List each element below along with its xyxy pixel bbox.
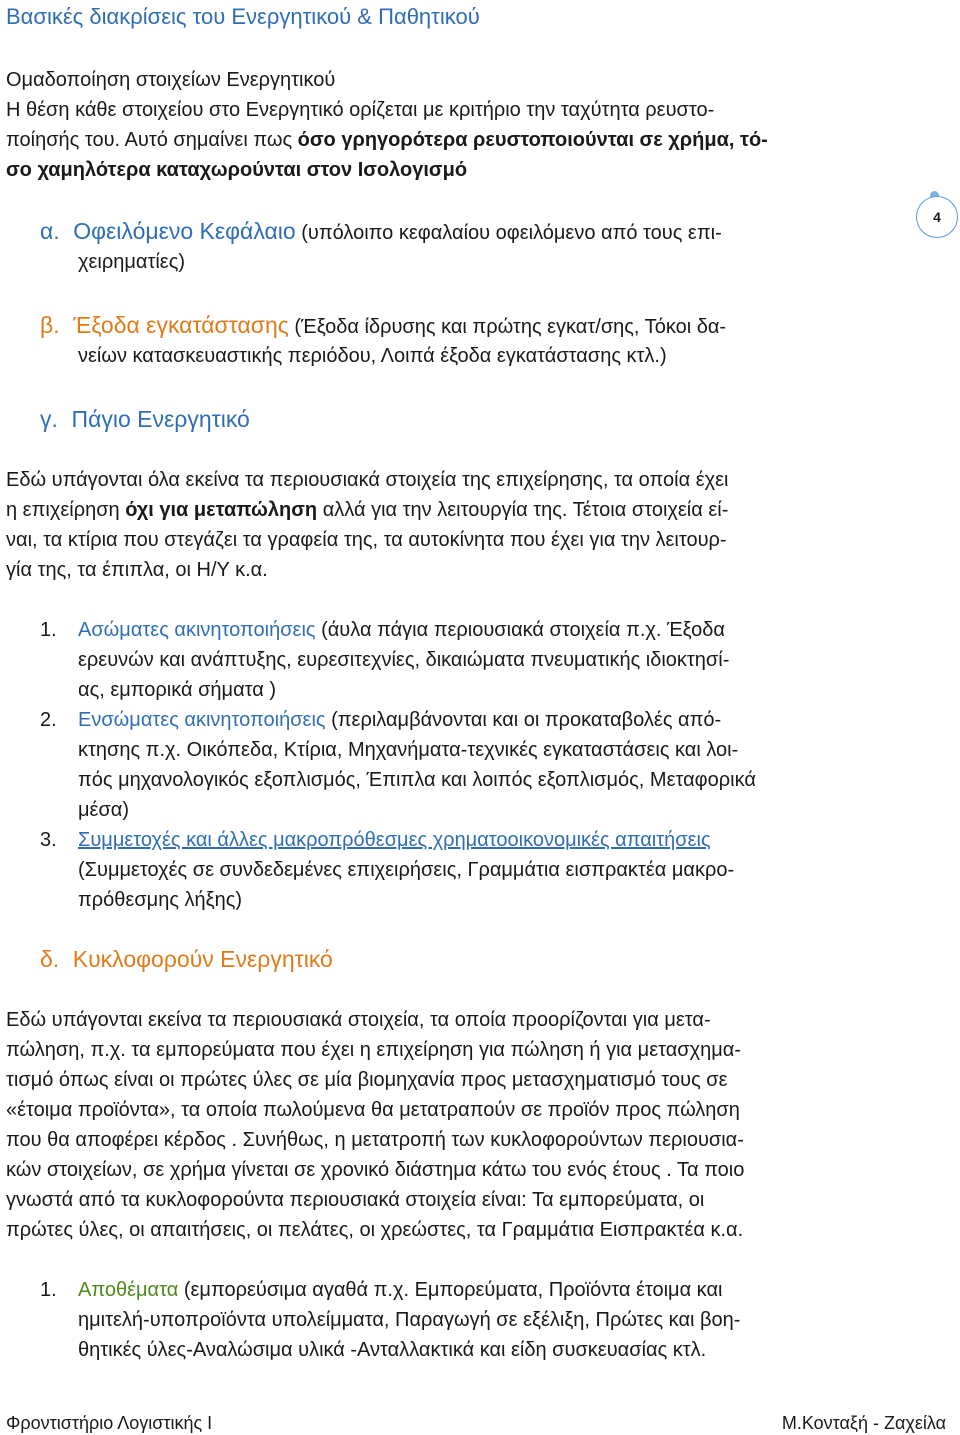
item-d-list-1-heading: Αποθέματα — [78, 1279, 179, 1301]
item-c-list-2-line-2: κτησης π.χ. Οικόπεδα, Κτίρια, Μηχανήματα-τεχνικές εγκαταστάσεις και λοι- — [78, 739, 739, 761]
page-title: Βασικές διακρίσεις του Ενεργητικού & Παθητικού — [6, 4, 480, 29]
intro-line-3-text: ποίησής του. Αυτό σημαίνει πως — [6, 129, 298, 151]
intro-line-1: Ομαδοποίηση στοιχείων Ενεργητικού — [6, 69, 336, 91]
item-d-list-1-line-1 — [78, 1276, 722, 1304]
item-c-list-1-line-2: ερευνών και ανάπτυξης, ευρεσιτεχνίες, δικαιώματα πνευματικής ιδιοκτησί- — [78, 649, 730, 671]
intro-line-4: σο χαμηλότερα καταχωρούνται στον Ισολογισμό — [6, 159, 468, 181]
item-a-line-2: χειρηματίες) — [78, 251, 186, 273]
item-c-list-2-num: 2. — [40, 709, 57, 731]
footer-right: Μ.Κονταξή - Ζαχείλα — [781, 1413, 946, 1433]
item-d-para-line-5: που θα αποφέρει κέρδος . Συνήθως, η μετατροπή των κυκλοφορούντων περιουσια- — [6, 1129, 744, 1151]
item-d-para-line-7: γνωστά από τα κυκλοφορούντα περιουσιακά στοιχεία είναι: Τα εμπορεύματα, οι — [6, 1189, 705, 1211]
item-d-para-line-1: Εδώ υπάγονται εκείνα τα περιουσιακά στοιχεία, τα οποία προορίζονται για μετα- — [6, 1009, 711, 1031]
item-d-para-line-4: «έτοιμα προϊόντα», τα οποία πωλούμενα θα μετατραπούν σε προϊόν προς πώληση — [6, 1099, 740, 1121]
item-c-para-2c: αλλά για την λειτουργία της. Τέτοια στοιχεία εί- — [317, 499, 729, 521]
item-d-list-1-num: 1. — [40, 1279, 57, 1301]
item-b-heading: Έξοδα εγκατάστασης — [73, 312, 289, 338]
item-c-list-2-heading: Ενσώματες ακινητοποιήσεις — [78, 709, 326, 731]
item-c-marker: γ. — [40, 406, 58, 432]
item-c-heading: Πάγιο Ενεργητικό — [71, 406, 250, 432]
item-c-para-line-1: Εδώ υπάγονται όλα εκείνα τα περιουσιακά στοιχεία της επιχείρησης, τα οποία έχει — [6, 469, 729, 491]
footer-left: Φροντιστήριο Λογιστικής Ι — [6, 1413, 213, 1433]
intro-line-3 — [6, 126, 768, 154]
item-c-list-1-line-1 — [78, 616, 725, 644]
item-c-list-2-line-1 — [78, 706, 721, 734]
item-c-list-3-heading: Συμμετοχές και άλλες μακροπρόθεσμες χρηματοοικονομικές απαιτήσεις — [78, 829, 711, 851]
item-b-line-1 — [40, 310, 726, 341]
item-c-para-2a: η επιχείρηση — [6, 499, 126, 521]
item-c-list-1-heading: Ασώματες ακινητοποιήσεις — [78, 619, 316, 641]
item-d-marker: δ. — [40, 946, 60, 972]
item-a-line-1 — [40, 216, 722, 247]
page-number-badge: 4 — [916, 196, 958, 238]
item-d-para-line-2: πώληση, π.χ. τα εμπορεύματα που έχει η επιχείρηση για πώληση ή για μετασχημα- — [6, 1039, 741, 1061]
intro-line-2: Η θέση κάθε στοιχείου στο Ενεργητικό ορίζεται με κριτήριο την ταχύτητα ρευστο- — [6, 99, 715, 121]
item-d-list-1-line-3: θητικές ύλες-Αναλώσιμα υλικά -Ανταλλακτικά και είδη συσκευασίας κτλ. — [78, 1339, 707, 1361]
item-c-list-3-num: 3. — [40, 829, 57, 851]
item-c-list-1-line-3: ας, εμπορικά σήματα ) — [78, 679, 277, 701]
item-c-para-emphasis: όχι για μεταπώληση — [125, 499, 318, 521]
item-c-list-2-line-4: μέσα) — [78, 799, 130, 821]
item-d-para-line-8: πρώτες ύλες, οι απαιτήσεις, οι πελάτες, οι χρεώστες, τα Γραμμάτια Εισπρακτέα κ.α. — [6, 1219, 744, 1241]
item-c-para-line-3: ναι, τα κτίρια που στεγάζει τα γραφεία της, τα αυτοκίνητα που έχει για την λειτουρ- — [6, 529, 727, 551]
intro-emphasis: όσο γρηγορότερα ρευστοποιούνται σε χρήμα, τό- — [297, 129, 768, 151]
item-c-para-line-2 — [6, 496, 728, 524]
item-a-heading: Οφειλόμενο Κεφάλαιο — [73, 218, 296, 244]
item-c-list-3-line-3: πρόθεσμης λήξης) — [78, 889, 243, 911]
item-c-list-3-line-2: (Συμμετοχές σε συνδεδεμένες επιχειρήσεις, Γραμμάτια εισπρακτέα μακρο- — [78, 859, 735, 881]
item-d-list-1-text: (εμπορεύσιμα αγαθά π.χ. Εμπορεύματα, Προϊόντα έτοιμα και — [178, 1279, 723, 1301]
item-d-heading: Κυκλοφορούν Ενεργητικό — [72, 946, 333, 972]
item-a-marker: α. — [40, 218, 60, 244]
item-a-text-1: (υπόλοιπο κεφαλαίου οφειλόμενο από τους επι- — [295, 222, 722, 244]
item-b-line-2: νείων κατασκευαστικής περιόδου, Λοιπά έξοδα εγκατάστασης κτλ.) — [78, 345, 667, 367]
item-d-para-line-6: κών στοιχείων, σε χρήμα γίνεται σε χρονικό διάστημα κάτω του ενός έτους . Τα ποιο — [6, 1159, 745, 1181]
item-b-marker: β. — [40, 312, 60, 338]
item-c-list-1-num: 1. — [40, 619, 57, 641]
item-d-list-1-line-2: ημιτελή-υποπροϊόντα υπολείμματα, Παραγωγή σε εξέλιξη, Πρώτες και βοη- — [78, 1309, 741, 1331]
item-c-list-2-line-3: πός μηχανολογικός εξοπλισμός, Έπιπλα και λοιπός εξοπλισμός, Μεταφορικά — [78, 769, 756, 791]
item-c-list-2-text: (περιλαμβάνονται και οι προκαταβολές από- — [325, 709, 722, 731]
item-c-list-1-text: (άυλα πάγια περιουσιακά στοιχεία π.χ. Έξοδα — [315, 619, 725, 641]
item-c-heading-line — [40, 404, 250, 435]
item-d-para-line-3: τισμό όπως είναι οι πρώτες ύλες σε μία βιομηχανία προς μετασχηματισμό τους σε — [6, 1069, 728, 1091]
item-d-heading-line — [40, 944, 333, 975]
item-c-para-line-4: γία της, τα έπιπλα, οι Η/Υ κ.α. — [6, 559, 268, 581]
item-b-text-1: (Έξοδα ίδρυσης και πρώτης εγκατ/σης, Τόκοι δα- — [288, 316, 727, 338]
